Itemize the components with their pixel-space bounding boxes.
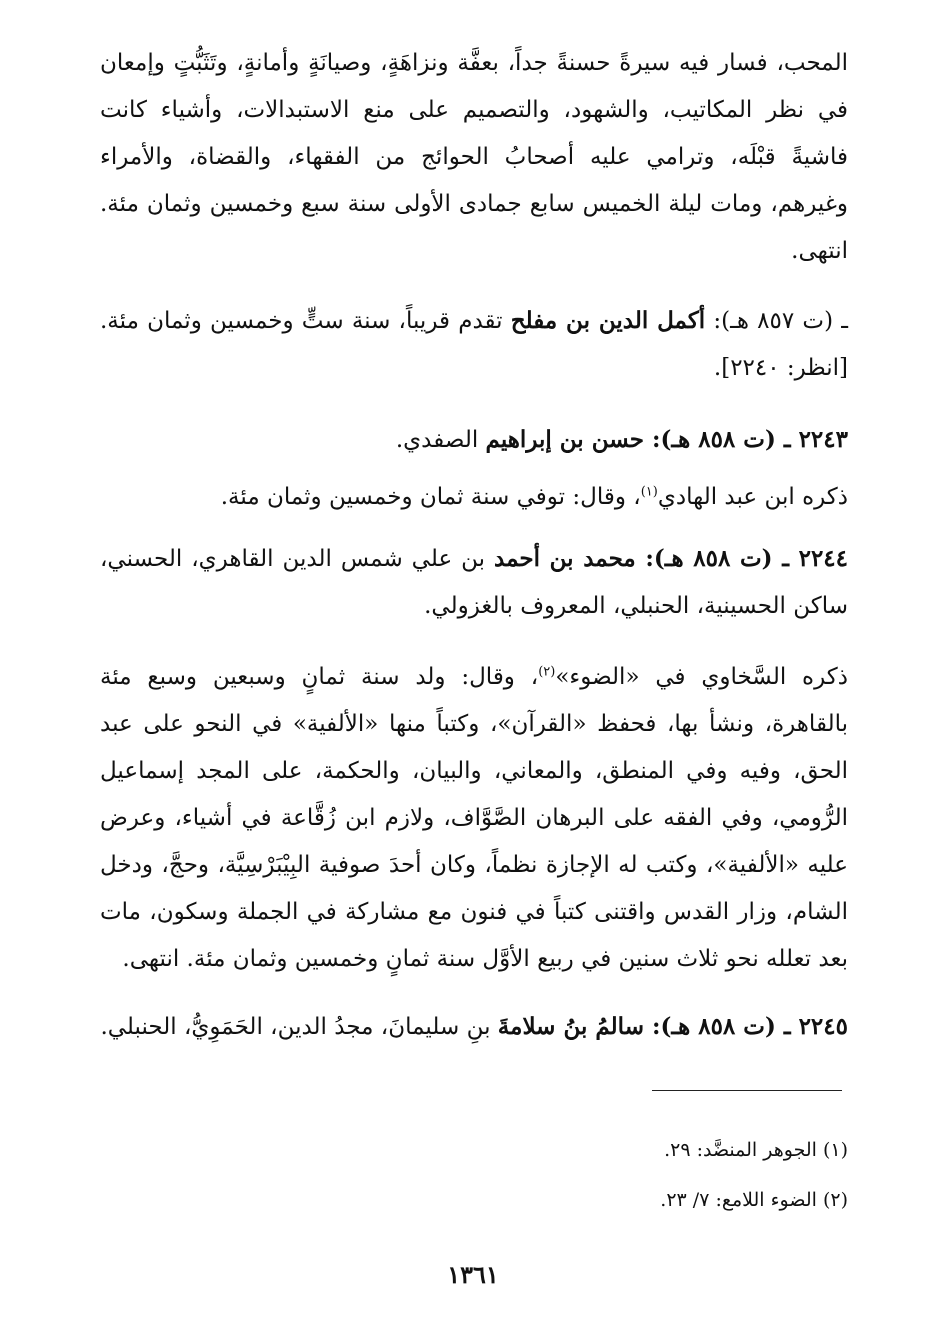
entry-2244-heading: [100, 535, 848, 630]
page-body: [100, 40, 848, 1051]
entry-2245-name: ٢٢٤٥ ـ (ت ٨٥٨ هـ): سالمُ بنُ سلامةَ: [497, 1013, 848, 1040]
entry-2245-lineage: بنِ سليمانَ، مجدُ الدين، الحَمَوِيُّ، الحنبلي.: [100, 1014, 498, 1040]
footnote-ref-1[interactable]: (١): [640, 484, 658, 500]
entry-2244-body: [100, 654, 848, 983]
entry-2243-text-cont: ، وقال: توفي سنة ثمان وخمسين وثمان مئة.: [220, 484, 641, 510]
entry-2245-heading: [100, 1003, 848, 1051]
footnote-2: (٢) الضوء اللامع: ٧/ ٢٣.: [660, 1189, 848, 1211]
footnote-1: (١) الجوهر المنضَّد: ٢٩.: [664, 1139, 848, 1161]
entry-2243-body: [100, 474, 848, 521]
footnote-divider: [652, 1090, 842, 1091]
entry-2244-text: ذكره السَّخاوي في «الضوء»: [555, 664, 848, 690]
entry-2243-nisba: الصفدي.: [395, 427, 486, 453]
footnote-ref-2[interactable]: (٢): [538, 664, 556, 680]
entry-2244-lineage: بن علي شمس الدين القاهري، الحسني، ساكن الحسينية، الحنبلي، المعروف بالغزولي.: [100, 546, 848, 619]
entry-2244-name: ٢٢٤٤ ـ (ت ٨٥٨ هـ): محمد بن أحمد: [494, 545, 849, 572]
entry-prefix: ـ (ت ٨٥٧ هـ):: [705, 308, 848, 334]
entry-2243-name: ٢٢٤٣ ـ (ت ٨٥٨ هـ): حسن بن إبراهيم: [485, 426, 848, 453]
entry-akmal-al-din: [100, 297, 848, 392]
entry-2244-text-cont: ، وقال: ولد سنة ثمانٍ وسبعين وسبع مئة بالقاهرة، ونشأ بها، فحفظ «القرآن»، وكتباً منها «الألفية» في النحو على عبد الحق، وفيه وفي المنطق، والمعاني، والبيان، والحكمة، على المجد إسماعيل الرُّومي، وفي الفقه على البرهان الصَّوَّاف، ولازم ابن زُقَّاعة في أشياء، وعرض عليه «الألفية»، وكتب له الإجازة نظماً، وكان أحدَ صوفية البِيْبَرْسِيَّة، وحجَّ، ودخل الشام، وزار القدس واقتنى كتباً في فنون مع مشاركة في الجملة وسكون، مات بعد تعلله نحو ثلاث سنين في ربيع الأوَّل سنة ثمانٍ وخمسين وثمان مئة. انتهى.: [100, 664, 848, 972]
entry-name: أكمل الدين بن مفلح: [510, 307, 706, 334]
page-number: ١٣٦١: [447, 1260, 499, 1289]
paragraph-continuation: المحب، فسار فيه سيرةً حسنةً جداً، بعفَّة ونزاهَةٍ، وصيانَةٍ وأمانةٍ، وتَثَبُّتٍ وإمعان في نظر المكاتيب، والشهود، والتصميم على منع الاستبدالات، وأشياء كانت فاشيةً قبْلَه، وترامي عليه أصحابُ الحوائج من الفقهاء، والقضاة، والأمراء وغيرهم، ومات ليلة الخميس سابع جمادى الأولى سنة سبع وخمسين وثمان مئة. انتهى.: [100, 50, 848, 264]
entry-2243-heading: [100, 416, 848, 464]
entry-text: تقدم قريباً، سنة ستٍّ وخمسين وثمان مئة. [انظر: ٢٢٤٠].: [100, 308, 848, 381]
footnotes: [100, 1136, 848, 1236]
entry-2243-text: ذكره ابن عبد الهادي: [657, 484, 848, 510]
